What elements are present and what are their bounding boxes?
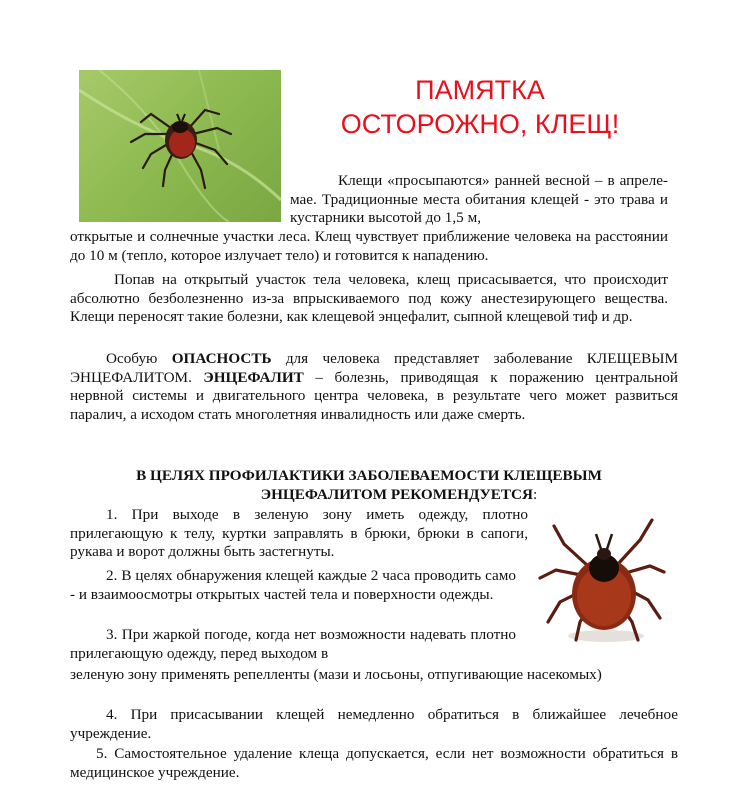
bite-paragraph: Попав на открытый участок тела человека, клещ присасывается, что происходит абсолютно безболезненно из-за впрыскиваемого под кожу анестезирующего вещества. Клещи переносят такие болезни, как клещевой энцефалит, сыпной клещевой тиф и др.	[70, 271, 668, 326]
prevention-item-3-first: 3. При жаркой погоде, когда нет возможности надевать плотно прилегающую одежду, перед выходом в	[70, 626, 516, 662]
danger-text-a: Особую	[106, 350, 172, 367]
prevention-item-3-rest: зеленую зону применять репелленты (мази и лосьоны, отпугивающие насекомых)	[70, 666, 602, 683]
tick-closeup-illustration	[536, 504, 668, 646]
prevention-item-5: 5. Самостоятельное удаление клеща допускается, если нет возможности обратиться в медицинское учреждение.	[70, 745, 678, 781]
prevention-item-1: 1. При выходе в зеленую зону иметь одежду, плотно прилегающую к телу, куртки заправлять в брюки, брюки в сапоги, рукава и ворот должны быть застегнуты.	[70, 506, 528, 561]
intro-paragraph-rest: открытые и солнечные участки леса. Клещ чувствует приближение человека на расстоянии до 10 м (тепло, которое излучает тело) и готовится к нападению.	[70, 228, 668, 264]
tick-on-leaf-photo	[79, 70, 281, 222]
intro-paragraph-first: Клещи «просыпаются» ранней весной – в апреле-мае. Традиционные места обитания клещей - это трава и кустарники высотой до 1,5 м,	[290, 172, 668, 227]
prevention-heading-text: ЭНЦЕФАЛИТОМ РЕКОМЕНДУЕТСЯ	[260, 486, 533, 503]
danger-paragraph	[70, 350, 678, 424]
encephalitis-emphasis: ЭНЦЕФАЛИТ	[203, 368, 304, 386]
danger-text-e: – болезнь, приводящая к поражению центральной нервной системы и двигательного центра человека, в результате чего может развиться паралич, а исходом стать многолетняя инвалидность или даже смерть.	[70, 368, 678, 423]
prevention-heading-line2	[100, 485, 698, 504]
tick-on-leaf-illustration	[79, 70, 281, 222]
danger-emphasis: ОПАСНОСТЬ	[171, 350, 272, 367]
tick-closeup-photo	[536, 504, 668, 646]
memo-title: ПАМЯТКА	[415, 75, 545, 105]
prevention-item-4: 4. При присасывании клещей немедленно обратиться в ближайшее лечебное учреждение.	[70, 706, 678, 742]
prevention-heading-colon: :	[533, 486, 538, 503]
danger-text-c: для человека представляет заболевание КЛЕЩЕВЫМ ЭНЦЕФАЛИТОМ.	[70, 350, 678, 386]
memo-subtitle: ОСТОРОЖНО, КЛЕЩ!	[340, 109, 620, 139]
prevention-heading-line1: В ЦЕЛЯХ ПРОФИЛАКТИКИ ЗАБОЛЕВАЕМОСТИ КЛЕЩЕВЫМ	[136, 467, 602, 484]
prevention-item-2: 2. В целях обнаружения клещей каждые 2 часа проводить само - и взаимоосмотры открытых частей тела и поверхности одежды.	[70, 567, 516, 603]
